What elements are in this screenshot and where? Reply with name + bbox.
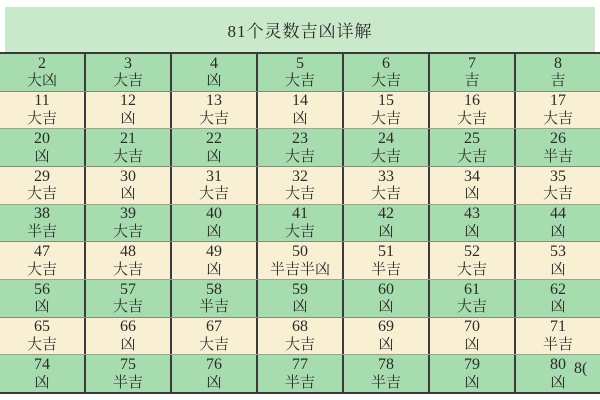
table-cell — [430, 92, 516, 129]
table-cell — [516, 167, 600, 204]
cell-luck-label: 大吉 — [26, 111, 57, 128]
cell-luck-label: 凶 — [34, 299, 50, 316]
cell-number: 20 — [34, 130, 50, 148]
table-cell — [430, 280, 516, 317]
table-row — [0, 92, 600, 130]
table-cell — [516, 242, 600, 279]
table-cell — [172, 205, 258, 242]
cell-number: 22 — [206, 130, 222, 148]
cell-number: 42 — [378, 205, 394, 223]
cell-luck-label: 凶 — [292, 299, 308, 316]
cell-number: 49 — [206, 243, 222, 261]
table-cell — [0, 92, 86, 129]
cell-number: 53 — [550, 243, 566, 261]
cell-luck-label: 大吉 — [370, 148, 401, 165]
table-cell — [172, 280, 258, 317]
table-cell — [258, 167, 344, 204]
cell-luck-label: 凶 — [464, 186, 480, 203]
table-cell — [172, 129, 258, 166]
table-cell — [0, 129, 86, 166]
cell-luck-label: 大吉 — [284, 148, 315, 165]
cell-number: 60 — [378, 280, 394, 298]
cell-number: 79 — [464, 356, 480, 374]
cell-luck-label: 吉 — [550, 73, 566, 90]
cell-luck-label: 大吉 — [26, 186, 57, 203]
cell-luck-label: 大吉 — [26, 261, 57, 278]
cell-number: 21 — [120, 130, 136, 148]
table-cell — [258, 205, 344, 242]
cell-luck-label: 大吉 — [284, 73, 315, 90]
cell-luck-label: 半吉 — [26, 224, 57, 241]
cell-luck-label: 大吉 — [198, 186, 229, 203]
table-cell — [0, 280, 86, 317]
cell-luck-label: 半吉 — [370, 261, 401, 278]
table-cell — [344, 167, 430, 204]
table-cell — [516, 318, 600, 355]
title-bar — [5, 7, 595, 52]
table-cell — [258, 355, 344, 392]
cell-number: 7 — [468, 54, 476, 72]
cell-number: 65 — [34, 318, 50, 336]
cell-luck-label: 凶 — [206, 148, 222, 165]
table-cell — [172, 54, 258, 91]
cell-luck-label: 大吉 — [370, 111, 401, 128]
cell-number: 77 — [292, 356, 308, 374]
cell-luck-label: 凶 — [120, 186, 136, 203]
cell-number: 57 — [120, 280, 136, 298]
cell-luck-label: 大吉 — [542, 186, 573, 203]
table-cell — [344, 280, 430, 317]
table-row — [0, 54, 600, 92]
cell-number: 71 — [550, 318, 566, 336]
cell-number: 51 — [378, 243, 394, 261]
cell-luck-label: 凶 — [464, 374, 480, 391]
table-cell — [344, 129, 430, 166]
cell-number: 56 — [34, 280, 50, 298]
cell-number: 78 — [378, 356, 394, 374]
cell-luck-label: 大吉 — [112, 224, 143, 241]
table-cell — [258, 92, 344, 129]
cell-number: 35 — [550, 167, 566, 185]
cell-number: 44 — [550, 205, 566, 223]
cell-number: 3 — [124, 54, 132, 72]
cell-number: 24 — [378, 130, 394, 148]
cell-number: 41 — [292, 205, 308, 223]
cell-luck-label: 凶 — [378, 337, 394, 354]
cell-number: 70 — [464, 318, 480, 336]
cell-number: 14 — [292, 92, 308, 110]
cell-number: 23 — [292, 130, 308, 148]
cell-luck-label: 凶 — [206, 374, 222, 391]
cell-number: 38 — [34, 205, 50, 223]
cell-number: 39 — [120, 205, 136, 223]
table-cell — [516, 280, 600, 317]
cell-number: 31 — [206, 167, 222, 185]
table-row — [0, 242, 600, 280]
cell-luck-label: 大吉 — [370, 186, 401, 203]
cell-luck-label: 大吉 — [456, 299, 487, 316]
table-row — [0, 167, 600, 205]
cell-number: 67 — [206, 318, 222, 336]
cell-number: 11 — [34, 92, 50, 110]
cell-luck-label: 吉 — [464, 73, 480, 90]
table-cell — [258, 129, 344, 166]
cell-luck-label: 大吉 — [26, 337, 57, 354]
cell-number: 5 — [296, 54, 304, 72]
cell-luck-label: 凶 — [464, 337, 480, 354]
cell-luck-label: 半吉 — [112, 374, 143, 391]
table-cell — [86, 54, 172, 91]
cell-luck-label: 凶 — [464, 224, 480, 241]
table-cell — [516, 205, 600, 242]
cell-luck-label: 半吉 — [198, 299, 229, 316]
table-cell — [516, 92, 600, 129]
table-cell — [344, 54, 430, 91]
cell-number: 52 — [464, 243, 480, 261]
cell-luck-label: 半吉半凶 — [269, 261, 330, 278]
cell-luck-label: 大吉 — [456, 261, 487, 278]
table-row — [0, 205, 600, 243]
cell-luck-label: 大吉 — [112, 148, 143, 165]
cell-number: 40 — [206, 205, 222, 223]
cell-number: 33 — [378, 167, 394, 185]
cell-number: 62 — [550, 280, 566, 298]
cell-number: 34 — [464, 167, 480, 185]
table-cell — [430, 318, 516, 355]
table-cell — [0, 205, 86, 242]
table-cell — [86, 318, 172, 355]
table-cell — [516, 355, 600, 392]
table-cell — [344, 205, 430, 242]
table-cell — [86, 280, 172, 317]
cell-number: 68 — [292, 318, 308, 336]
cell-number: 29 — [34, 167, 50, 185]
table-row — [0, 318, 600, 356]
table-cell — [172, 167, 258, 204]
cell-luck-label: 凶 — [34, 374, 50, 391]
table-cell — [172, 355, 258, 392]
cell-number: 6 — [382, 54, 390, 72]
luck-table — [0, 54, 600, 394]
cell-luck-label: 大吉 — [542, 111, 573, 128]
table-cell — [258, 318, 344, 355]
table-cell — [344, 318, 430, 355]
cell-luck-label: 凶 — [292, 111, 308, 128]
cell-number: 15 — [378, 92, 394, 110]
table-cell — [430, 205, 516, 242]
table-cell — [0, 355, 86, 392]
table-cell — [86, 355, 172, 392]
cell-number: 74 — [34, 356, 50, 374]
cell-luck-label: 凶 — [550, 261, 566, 278]
page-title: 81个灵数吉凶详解 — [227, 22, 373, 41]
cell-luck-label: 大吉 — [284, 224, 315, 241]
cell-number: 75 — [120, 356, 136, 374]
cell-number: 76 — [206, 356, 222, 374]
cell-number: 32 — [292, 167, 308, 185]
cell-luck-label: 大吉 — [284, 337, 315, 354]
cell-number: 16 — [464, 92, 480, 110]
table-header — [0, 0, 600, 54]
cell-number: 58 — [206, 280, 222, 298]
cell-number: 59 — [292, 280, 308, 298]
cell-luck-label: 半吉 — [542, 337, 573, 354]
cell-luck-label: 大吉 — [456, 148, 487, 165]
cell-luck-label: 凶 — [378, 299, 394, 316]
cell-number: 2 — [38, 54, 46, 72]
cell-number: 26 — [550, 130, 566, 148]
cell-number: 61 — [464, 280, 480, 298]
cell-luck-label: 凶 — [34, 148, 50, 165]
table-cell — [344, 92, 430, 129]
cell-luck-label: 大吉 — [370, 73, 401, 90]
cell-number: 25 — [464, 130, 480, 148]
cell-luck-label: 大吉 — [198, 337, 229, 354]
cell-luck-label: 凶 — [206, 261, 222, 278]
table-cell — [172, 242, 258, 279]
table-cell — [258, 54, 344, 91]
cell-luck-label: 凶 — [550, 224, 566, 241]
table-cell — [0, 54, 86, 91]
table-cell — [0, 167, 86, 204]
table-cell — [430, 242, 516, 279]
table-cell — [430, 167, 516, 204]
cell-number: 50 — [292, 243, 308, 261]
cell-number: 30 — [120, 167, 136, 185]
cell-number: 13 — [206, 92, 222, 110]
table-row — [0, 280, 600, 318]
table-cell — [86, 167, 172, 204]
cell-number: 66 — [120, 318, 136, 336]
cell-luck-label: 凶 — [550, 374, 566, 391]
cell-luck-label: 大吉 — [456, 111, 487, 128]
clipped-cell-fragment: 8( — [574, 360, 588, 377]
cell-luck-label: 半吉 — [370, 374, 401, 391]
table-cell — [0, 242, 86, 279]
cell-luck-label: 大吉 — [112, 73, 143, 90]
cell-luck-label: 半吉 — [542, 148, 573, 165]
cell-number: 80 — [550, 356, 566, 374]
cell-luck-label: 凶 — [550, 299, 566, 316]
cell-number: 4 — [210, 54, 218, 72]
table-cell — [172, 92, 258, 129]
table-cell — [86, 205, 172, 242]
table-cell — [430, 129, 516, 166]
cell-number: 17 — [550, 92, 566, 110]
table-cell — [430, 54, 516, 91]
table-cell — [258, 280, 344, 317]
table-cell — [516, 54, 600, 91]
table-cell — [172, 318, 258, 355]
table-cell — [430, 355, 516, 392]
table-row — [0, 355, 600, 392]
cell-number: 43 — [464, 205, 480, 223]
cell-luck-label: 凶 — [378, 224, 394, 241]
cell-number: 8 — [554, 54, 562, 72]
table-cell — [0, 318, 86, 355]
table-cell — [344, 242, 430, 279]
cell-number: 69 — [378, 318, 394, 336]
cell-luck-label: 大吉 — [198, 111, 229, 128]
table-row — [0, 129, 600, 167]
cell-luck-label: 大吉 — [112, 261, 143, 278]
table-cell — [86, 92, 172, 129]
table-cell — [344, 355, 430, 392]
cell-luck-label: 半吉 — [284, 374, 315, 391]
cell-number: 47 — [34, 243, 50, 261]
table-cell — [258, 242, 344, 279]
cell-number: 12 — [120, 92, 136, 110]
cell-number: 48 — [120, 243, 136, 261]
cell-luck-label: 大吉 — [284, 186, 315, 203]
cell-luck-label: 凶 — [120, 337, 136, 354]
table-cell — [86, 129, 172, 166]
table-cell — [516, 129, 600, 166]
cell-luck-label: 大凶 — [26, 73, 57, 90]
table-cell — [86, 242, 172, 279]
cell-luck-label: 凶 — [120, 111, 136, 128]
cell-luck-label: 大吉 — [112, 299, 143, 316]
cell-luck-label: 凶 — [206, 73, 222, 90]
cell-luck-label: 凶 — [206, 224, 222, 241]
